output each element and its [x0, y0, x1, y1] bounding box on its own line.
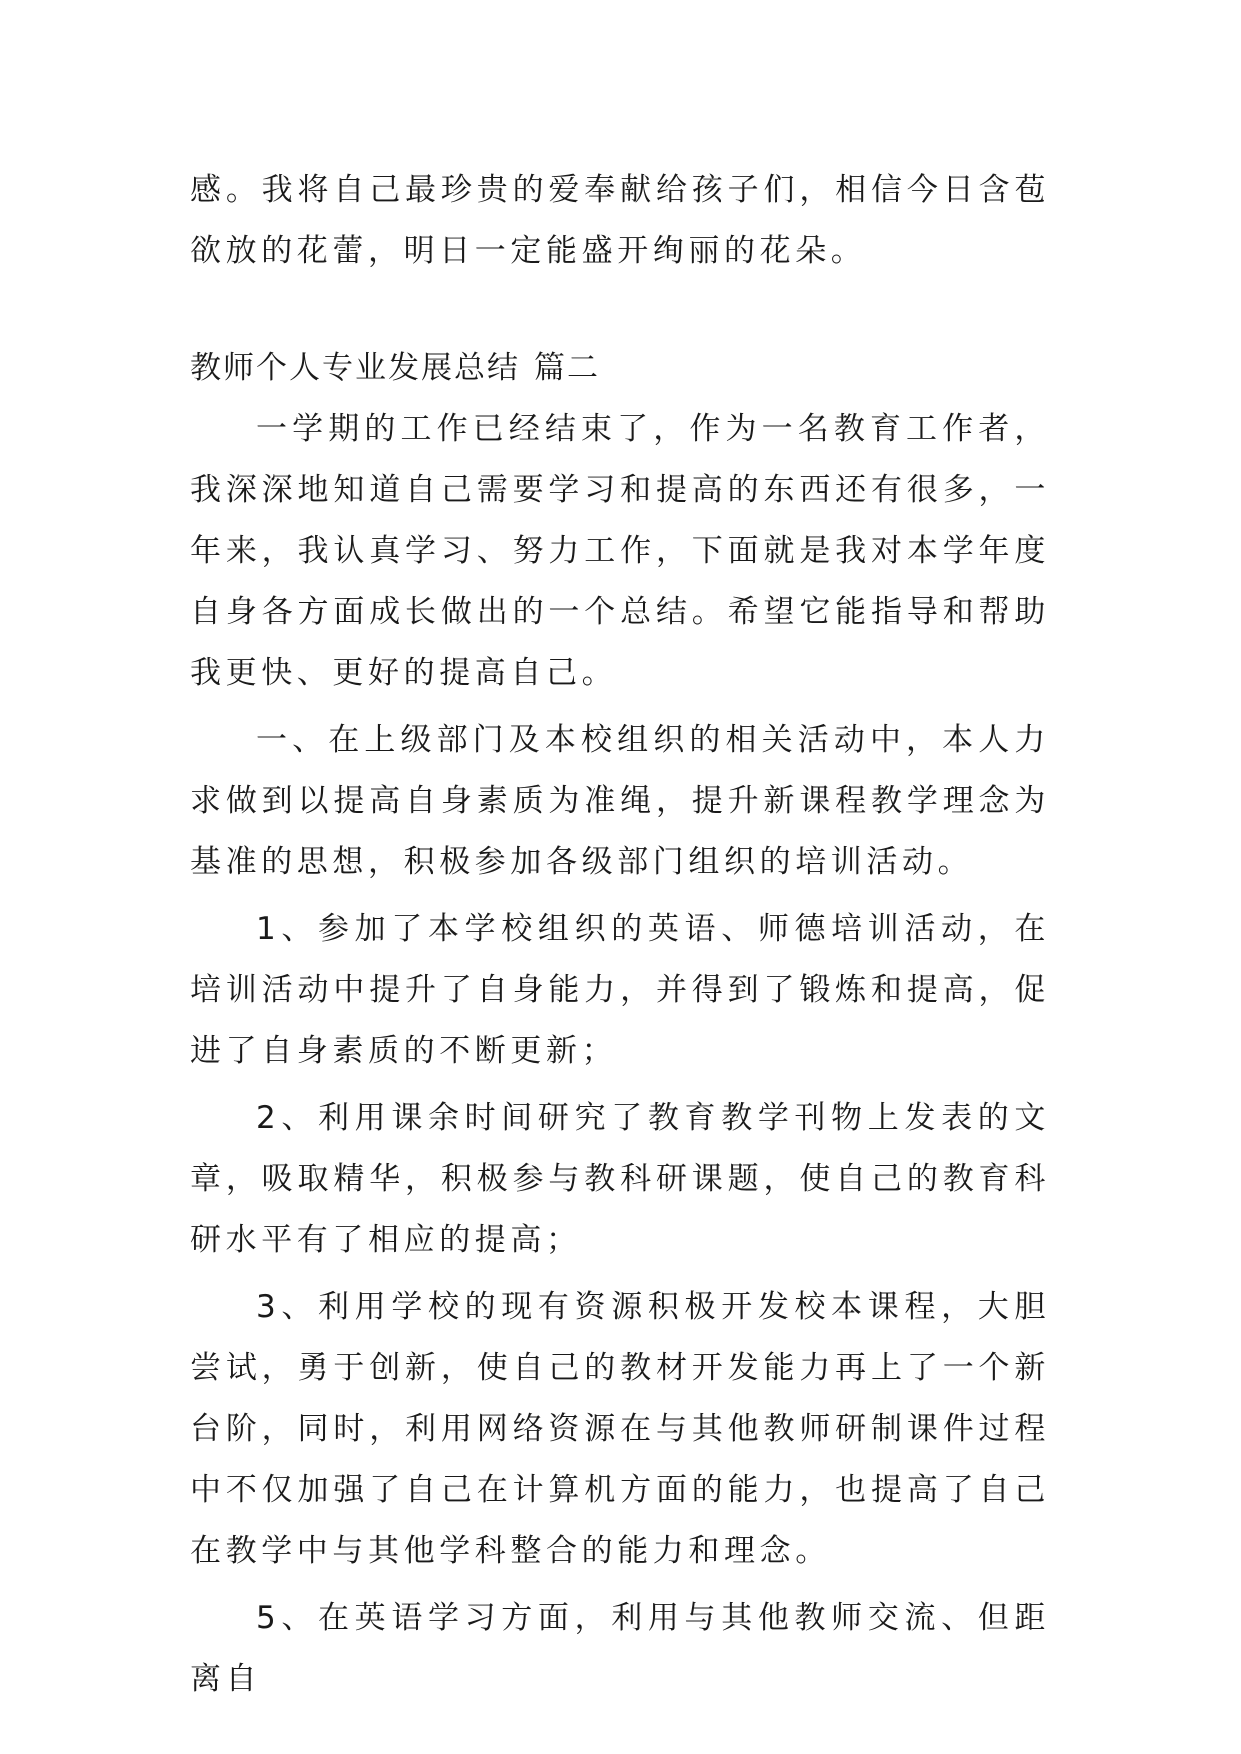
- paragraph-item-2: 2、利用课余时间研究了教育教学刊物上发表的文章，吸取精华，积极参与教科研课题，使自己的教育科研水平有了相应的提高；: [190, 1100, 1050, 1258]
- paragraph-point-one: 一、在上级部门及本校组织的相关活动中，本人力求做到以提高自身素质为准绳，提升新课程教学理念为基准的思想，积极参加各级部门组织的培训活动。: [190, 722, 1050, 880]
- intro-paragraph: 感。我将自己最珍贵的爱奉献给孩子们，相信今日含苞欲放的花蕾，明日一定能盛开绚丽的花朵。: [190, 172, 1050, 269]
- paragraph-item-1: 1、参加了本学校组织的英语、师德培训活动，在培训活动中提升了自身能力，并得到了锻炼和提高，促进了自身素质的不断更新；: [190, 911, 1050, 1069]
- paragraph-item-3: 3、利用学校的现有资源积极开发校本课程，大胆尝试，勇于创新，使自己的教材开发能力再上了一个新台阶，同时，利用网络资源在与其他教师研制课件过程中不仅加强了自己在计算机方面的能力，也提高了自己在教学中与其他学科整合的能力和理念。: [190, 1289, 1050, 1569]
- section-title: 教师个人专业发展总结: [190, 350, 520, 386]
- paragraph-item-5: 5、在英语学习方面，利用与其他教师交流、但距离自: [190, 1600, 1050, 1697]
- paragraph-summary-intro: 一学期的工作已经结束了，作为一名教育工作者，我深深地知道自己需要学习和提高的东西还有很多，一年来，我认真学习、努力工作，下面就是我对本学年度自身各方面成长做出的一个总结。希望它能指导和帮助我更快、更好的提高自己。: [190, 411, 1050, 691]
- section-heading: [190, 338, 1050, 399]
- section-label: 篇二: [534, 350, 600, 386]
- document-body: [190, 160, 1050, 1716]
